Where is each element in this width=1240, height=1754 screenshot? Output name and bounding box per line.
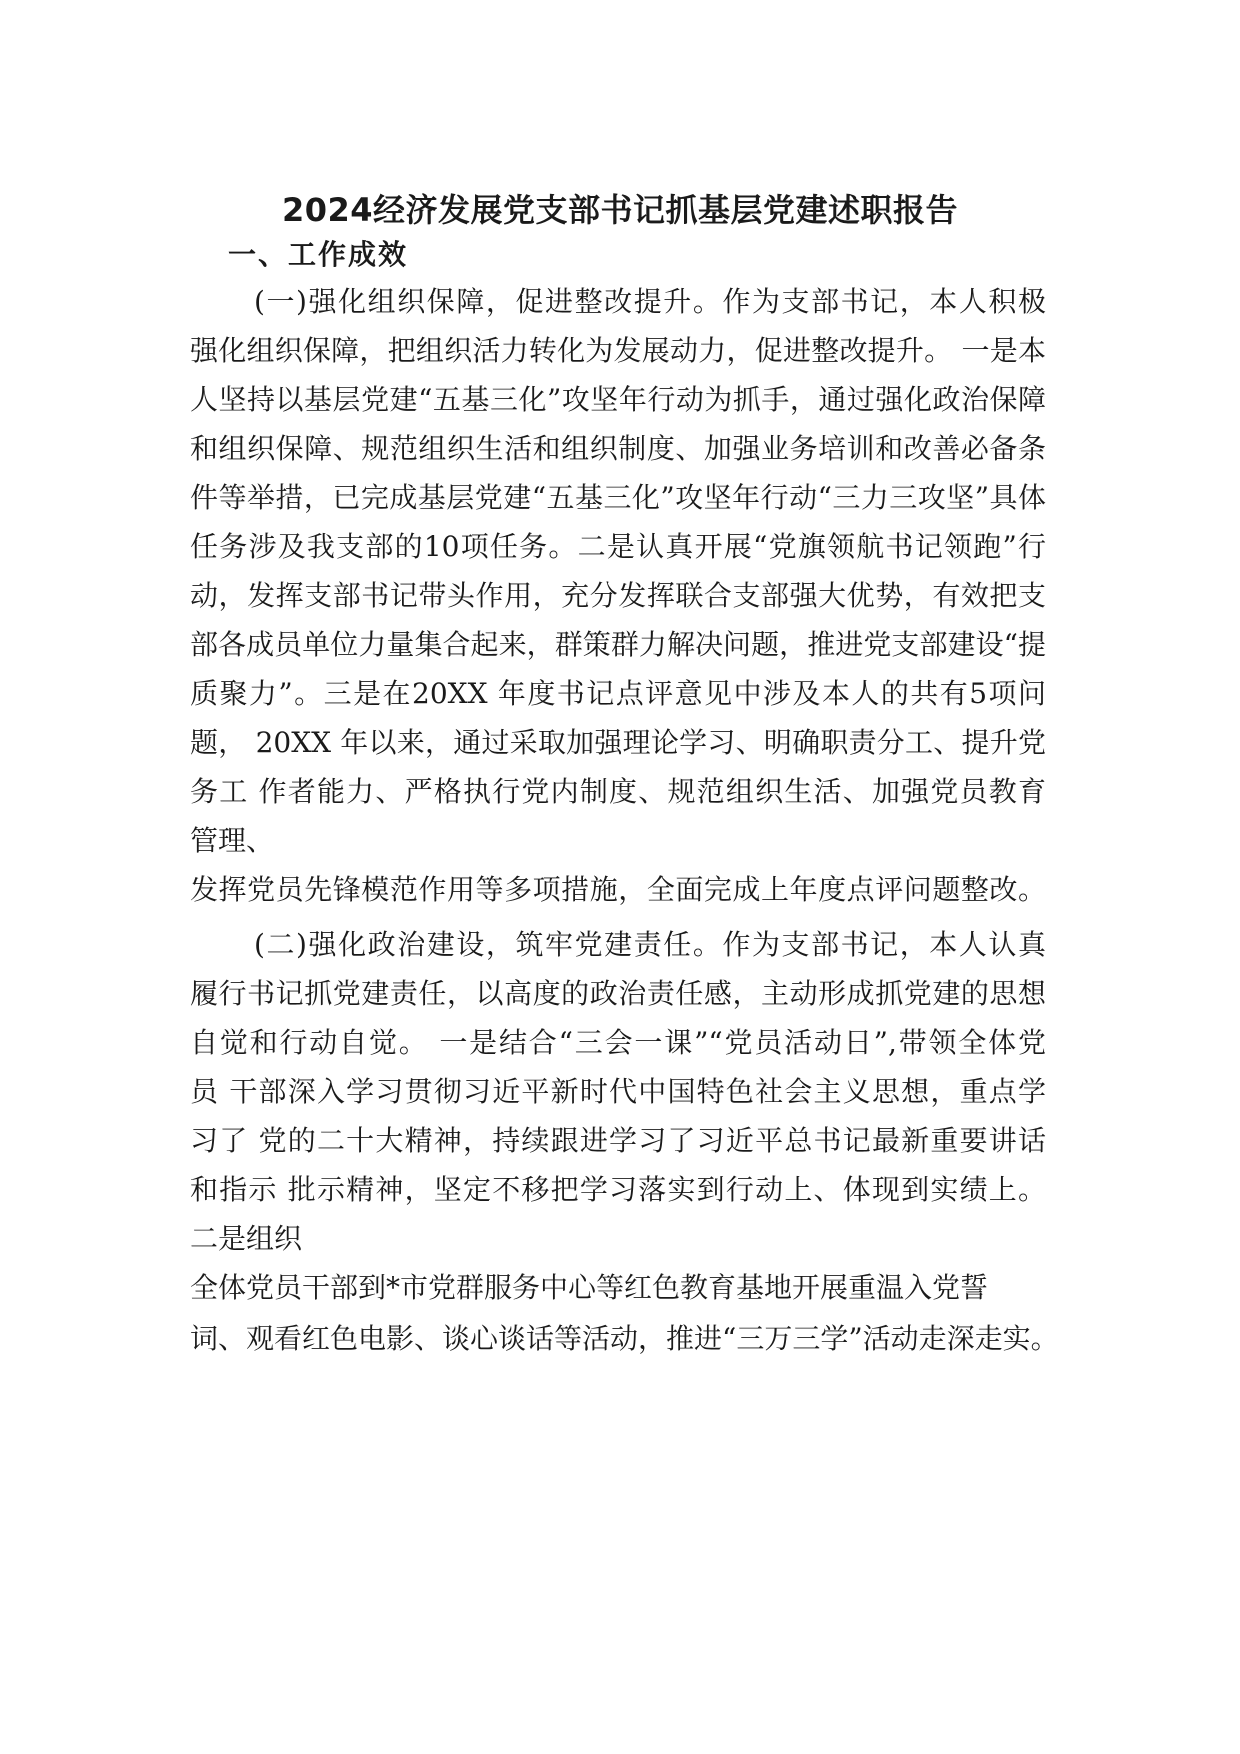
paragraph-line: (一)强化组织保障，促进整改提升。作为支部书记，本人积极 bbox=[254, 285, 1046, 318]
document-title: 2024经济发展党支部书记抓基层党建述职报告 bbox=[281, 191, 959, 229]
paragraph-line: 词、观看红色电影、谈心谈话等活动，推进“三万三学”活动走深走实。 bbox=[190, 1322, 1059, 1355]
paragraph-line: 务工 作者能力、严格执行党内制度、规范组织生活、加强党员教育 bbox=[190, 775, 1046, 808]
section-heading: 一、工作成效 bbox=[228, 238, 409, 271]
paragraph-line: 习了 党的二十大精神，持续跟进学习了习近平总书记最新重要讲话 bbox=[190, 1124, 1046, 1157]
paragraph-line: 全体党员干部到*市党群服务中心等红色教育基地开展重温入党誓 bbox=[190, 1271, 989, 1304]
paragraph-line: 动，发挥支部书记带头作用，充分发挥联合支部强大优势，有效把支 bbox=[190, 579, 1046, 612]
paragraph-line: 管理、 bbox=[190, 824, 275, 857]
paragraph-line: 二是组织 bbox=[190, 1222, 303, 1255]
paragraph-line: 员 干部深入学习贯彻习近平新时代中国特色社会主义思想，重点学 bbox=[190, 1075, 1046, 1108]
paragraph-line: 和组织保障、规范组织生活和组织制度、加强业务培训和改善必备条 bbox=[190, 432, 1046, 465]
paragraph-line: 和指示 批示精神，坚定不移把学习落实到行动上、体现到实绩上。 bbox=[190, 1173, 1046, 1206]
paragraph-line: 部各成员单位力量集合起来，群策群力解决问题，推进党支部建设“提 bbox=[190, 628, 1046, 661]
paragraph-line: 人坚持以基层党建“五基三化”攻坚年行动为抓手，通过强化政治保障 bbox=[190, 383, 1046, 416]
paragraph-line: 任务涉及我支部的10项任务。二是认真开展“党旗领航书记领跑”行 bbox=[190, 530, 1046, 563]
paragraph-line: 件等举措，已完成基层党建“五基三化”攻坚年行动“三力三攻坚”具体 bbox=[190, 481, 1046, 514]
paragraph-line: 自觉和行动自觉。 一是结合“三会一课”“党员活动日”,带领全体党 bbox=[190, 1026, 1046, 1059]
paragraph-line: 发挥党员先锋模范作用等多项措施，全面完成上年度点评问题整改。 bbox=[190, 873, 1046, 906]
paragraph-line: 履行书记抓党建责任，以高度的政治责任感，主动形成抓党建的思想 bbox=[190, 977, 1046, 1010]
paragraph-line: 强化组织保障，把组织活力转化为发展动力，促进整改提升。 一是本 bbox=[190, 334, 1046, 367]
paragraph-line: 质聚力”。三是在20XX 年度书记点评意见中涉及本人的共有5项问 bbox=[190, 677, 1046, 710]
paragraph-line: (二)强化政治建设，筑牢党建责任。作为支部书记，本人认真 bbox=[254, 928, 1046, 961]
paragraph-line: 题， 20XX 年以来，通过采取加强理论学习、明确职责分工、提升党 bbox=[190, 726, 1046, 759]
